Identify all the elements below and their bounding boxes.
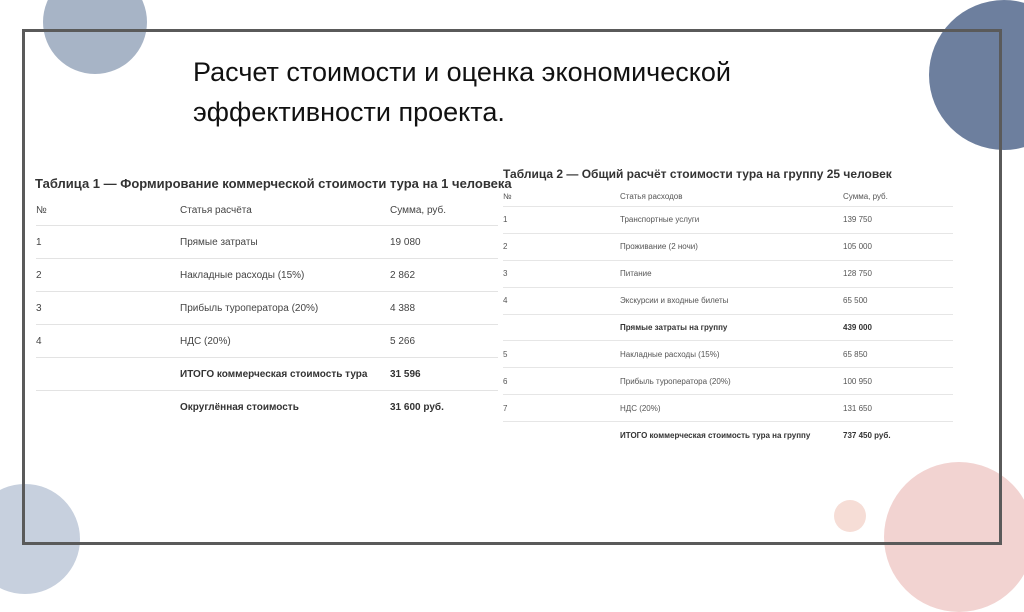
table1-cell-item: НДС (20%)	[180, 325, 390, 358]
table2-total-row	[503, 422, 953, 448]
table2-cell-num: 3	[503, 260, 620, 287]
table1-total-row	[36, 358, 498, 391]
table2-cell-sum: 100 950	[843, 368, 953, 395]
table2-cell-item: Прибыль туроператора (20%)	[620, 368, 843, 395]
table2-cell-num: 5	[503, 341, 620, 368]
table2-cell-item: Питание	[620, 260, 843, 287]
table2-header-sum: Сумма, руб.	[843, 186, 953, 207]
table2-direct-costs-row	[503, 314, 953, 341]
table-row	[503, 207, 953, 234]
table-row	[503, 341, 953, 368]
table2-cell-item: Проживание (2 ночи)	[620, 233, 843, 260]
table1-header-num: №	[36, 195, 180, 226]
table-row	[503, 395, 953, 422]
table2-cell-sum: 139 750	[843, 207, 953, 234]
table1-cell-sum: 19 080	[390, 226, 498, 259]
table2-cell-sum: 65 850	[843, 341, 953, 368]
table2-header-item: Статья расходов	[620, 186, 843, 207]
table1-cell-item: Прибыль туроператора (20%)	[180, 292, 390, 325]
table1-cell-num	[36, 391, 180, 424]
table-row	[503, 287, 953, 314]
table-row	[36, 325, 498, 358]
slide-title-line-1: Расчет стоимости и оценка экономической	[193, 57, 731, 87]
table2-cell-sum: 131 650	[843, 395, 953, 422]
table2-cell-item: ИТОГО коммерческая стоимость тура на группу	[620, 430, 811, 440]
table2-cell-sum: 105 000	[843, 233, 953, 260]
table1-header-row	[36, 195, 498, 226]
table1-cell-sum: 5 266	[390, 325, 498, 358]
table-row	[503, 368, 953, 395]
table-row	[503, 260, 953, 287]
table2-cell-num: 1	[503, 207, 620, 234]
table-row	[503, 233, 953, 260]
table2-cell-num: 2	[503, 233, 620, 260]
table2-title: Таблица 2 — Общий расчёт стоимости тура на группу 25 человек	[503, 167, 892, 181]
table2-cell-num: 6	[503, 368, 620, 395]
table1-cell-sum: 31 596	[390, 358, 498, 391]
table2-header-num: №	[503, 186, 620, 207]
table2-cell-sum: 737 450 руб.	[843, 430, 891, 440]
table1-cell-num: 4	[36, 325, 180, 358]
table1-rounded-row	[36, 391, 498, 424]
table1-cell-sum: 31 600 руб.	[390, 401, 444, 413]
table2-cell-num	[503, 314, 620, 341]
table2-header-row	[503, 186, 953, 207]
table1-cell-item: ИТОГО коммерческая стоимость тура	[180, 358, 390, 391]
table1-cell-item: Накладные расходы (15%)	[180, 259, 390, 292]
table2-cell-sum: 65 500	[843, 287, 953, 314]
table2-cell-sum: 128 750	[843, 260, 953, 287]
table2	[503, 186, 953, 448]
table2-cell-num	[503, 422, 620, 448]
table1-header-sum: Сумма, руб.	[390, 195, 498, 226]
table2-cell-sum: 439 000	[843, 314, 953, 341]
table1-cell-item: Округлённая стоимость	[180, 401, 299, 413]
table1-cell-num: 1	[36, 226, 180, 259]
table-row	[36, 226, 498, 259]
table1-cell-num: 2	[36, 259, 180, 292]
table-row	[36, 292, 498, 325]
table2-cell-item: НДС (20%)	[620, 395, 843, 422]
table1-cell-sum: 2 862	[390, 259, 498, 292]
slide-title-line-2: эффективности проекта.	[193, 97, 505, 127]
table2-cell-item: Транспортные услуги	[620, 207, 843, 234]
table-row	[36, 259, 498, 292]
table2-cell-num: 4	[503, 287, 620, 314]
slide-title	[193, 52, 873, 132]
table2-cell-num: 7	[503, 395, 620, 422]
table1-cell-item: Прямые затраты	[180, 226, 390, 259]
table2-cell-item: Прямые затраты на группу	[620, 314, 843, 341]
table1-cell-num: 3	[36, 292, 180, 325]
table2-cell-item: Накладные расходы (15%)	[620, 341, 843, 368]
table1-cell-num	[36, 358, 180, 391]
table2-cell-item: Экскурсии и входные билеты	[620, 287, 843, 314]
table1-title: Таблица 1 — Формирование коммерческой стоимости тура на 1 человека	[35, 176, 512, 191]
table1-header-item: Статья расчёта	[180, 195, 390, 226]
table1-cell-sum: 4 388	[390, 292, 498, 325]
table1	[36, 195, 498, 423]
